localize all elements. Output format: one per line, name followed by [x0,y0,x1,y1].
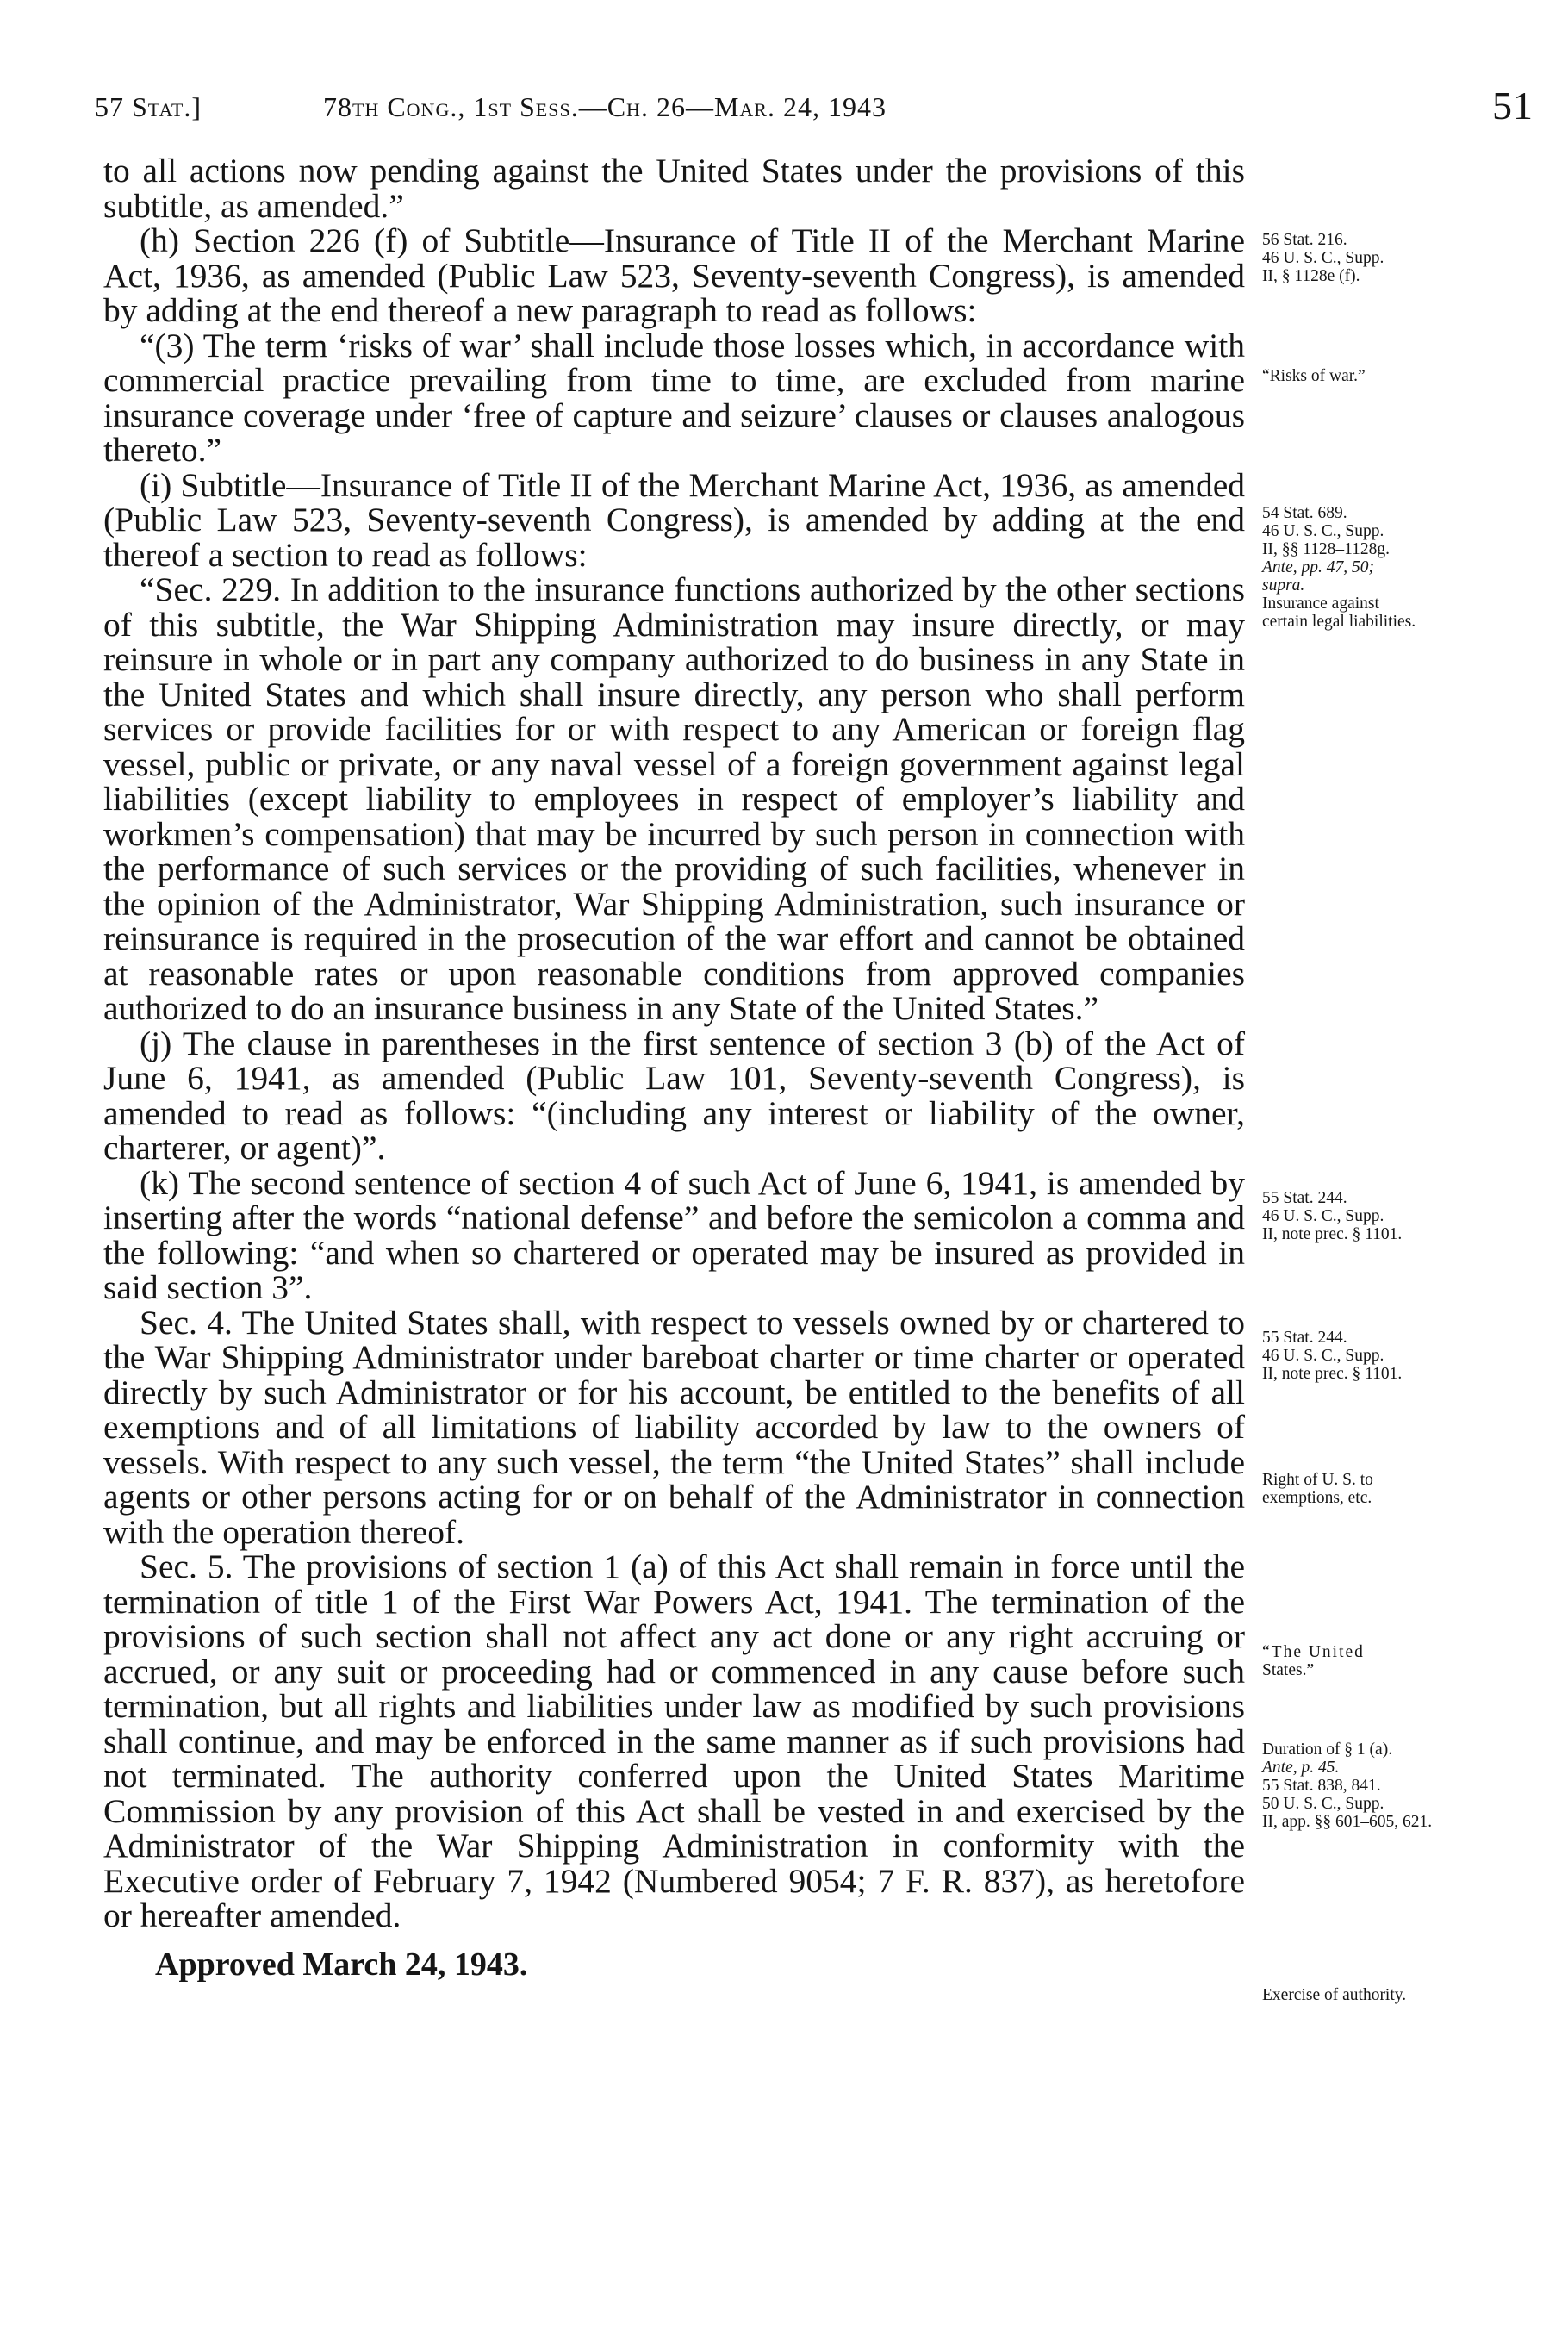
approval-line: Approved March 24, 1943. [155,1946,528,1983]
paragraph-subsection-j: (j) The clause in parentheses in the first sentence of section 3 (b) of the Act of June 6, 1941, as amended (Public Law 101, Seventy-seventh Congress), is amended to read as follows: “(including any interest or liability of the owner, charterer, or agent)”. [103,1024,1245,1167]
margin-note: 55 Stat. 244. 46 U. S. C., Supp. II, note prec. § 1101. [1262,1189,1403,1243]
main-text-column [103,153,1245,1982]
header-statute-reference: 57 Stat.] [95,91,202,122]
margin-note: “Risks of war.” [1262,367,1366,385]
margin-note: 54 Stat. 689. 46 U. S. C., Supp. II, §§ 1128–1128g. Ante, pp. 47, 50; supra. Insurance against certain legal liabilities. [1262,504,1416,631]
margin-note: Duration of § 1 (a). Ante, p. 45. 55 Stat. 838, 841. 50 U. S. C., Supp. II, app. §§ 601–605, 621. [1262,1740,1433,1831]
paragraph-subsection-h: (h) Section 226 (f) of Subtitle—Insurance of Title II of the Merchant Marine Act, 1936, as amended (Public Law 523, Seventy-seventh Congress), is amended by adding at the end thereof a new paragraph to read as follows: [103,221,1245,329]
paragraph-section-229: “Sec. 229. In addition to the insurance functions authorized by the other sections of this subtitle, the War Shipping Administration may insure directly, or may reinsure in whole or in part any company authorized to do business in any State in the United States and which shall insure directly, any person who shall perform services or provide facilities for or with respect to any American or foreign flag vessel, public or private, or any naval vessel of a foreign government against legal liabilities (except liability to employees in respect of employer’s liability and workmen’s compensation) that may be incurred by such person in connection with the performance of such services or the providing of such facilities, whenever in the opinion of the Administrator, War Shipping Administration, such insurance or reinsurance is required in the prosecution of the war effort and cannot be obtained at reasonable rates or upon reasonable conditions from approved companies authorized to do an insurance business in any State of the United States.” [103,570,1245,1027]
margin-note: Right of U. S. to exemptions, etc. [1262,1471,1373,1507]
header-session-chapter-date: 78th Cong., 1st Sess.—Ch. 26—Mar. 24, 1943 [323,91,887,122]
paragraph-subsection-i: (i) Subtitle—Insurance of Title II of the Merchant Marine Act, 1936, as amended (Public Law 523, Seventy-seventh Congress), is amended by adding at the end thereof a section to read as follows: [103,465,1245,574]
paragraph-section-4: Sec. 4. The United States shall, with respect to vessels owned by or chartered to the War Shipping Administrator under bareboat charter or time charter or operated directly by such Administrator or for his account, be entitled to the benefits of all exemptions and of all limitations of liability accorded by law to the owners of vessels. With respect to any such vessel, the term “the United States” shall include agents or other persons acting for or on behalf of the Administrator in connection with the operation thereof. [103,1303,1245,1551]
paragraph-section-5: Sec. 5. The provisions of section 1 (a) of this Act shall remain in force until the termination of title 1 of the First War Powers Act, 1941. The termination of the provisions of such section shall not affect any act done or any right accruing or accrued, or any suit or proceeding had or commenced in any cause before such termination, but all rights and liabilities under law as modified by such provisions shall continue, and may be enforced in the same manner as if such provisions had not terminated. The authority conferred upon the United States Maritime Commission by any provision of this Act shall be vested in and exercised by the Administrator of the War Shipping Administration in conformity with the Executive order of February 7, 1942 (Numbered 9054; 7 F. R. 837), as heretofore or hereafter amended. [103,1547,1245,1934]
margin-notes [1262,0,1521,2335]
paragraph-subsection-k: (k) The second sentence of section 4 of such Act of June 6, 1941, is amended by inserting after the words “national defense” and before the semicolon a comma and the following: “and when so chartered or operated may be insured as provided in said section 3”. [103,1163,1245,1306]
margin-note: 55 Stat. 244. 46 U. S. C., Supp. II, note prec. § 1101. [1262,1329,1403,1383]
margin-note: “The United States.” [1262,1643,1365,1679]
page-number: 51 [1492,84,1534,128]
margin-note: Exercise of authority. [1262,1986,1407,2004]
paragraph-continuation: to all actions now pending against the United States under the provisions of this subtitle, as amended.” [103,152,1245,225]
margin-note: 56 Stat. 216. 46 U. S. C., Supp. II, § 1128e (f). [1262,231,1384,285]
paragraph-risks-of-war: “(3) The term ‘risks of war’ shall include those losses which, in accordance with commercial practice prevailing from time to time, are excluded from marine insurance coverage under ‘free of capture and seizure’ clauses or clauses analogous thereto.” [103,326,1245,469]
